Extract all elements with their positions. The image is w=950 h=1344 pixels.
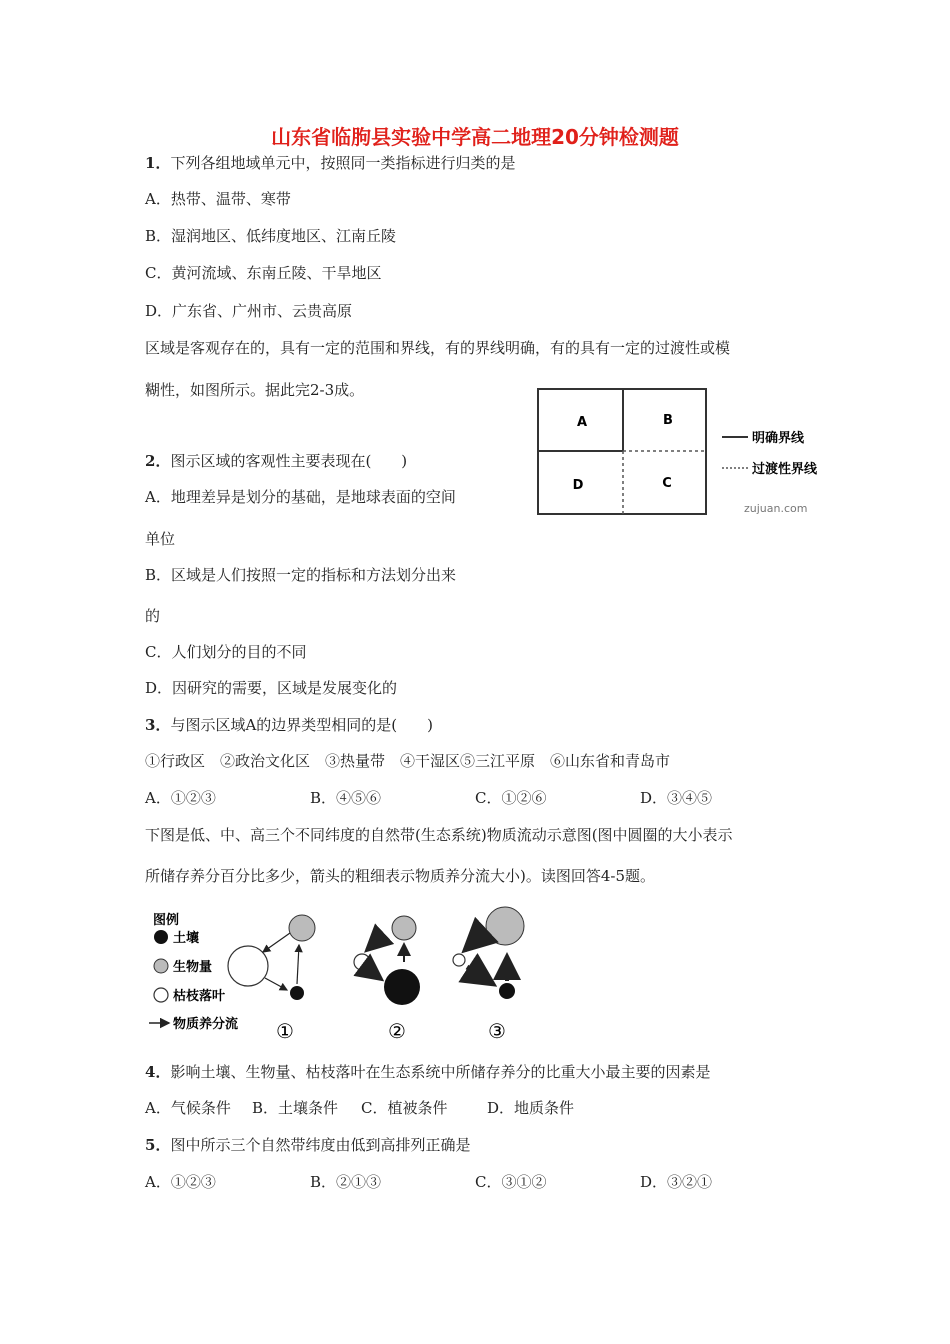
passage-line: 下图是低、中、高三个不同纬度的自然带(生态系统)物质流动示意图(图中圆圈的大小表示 bbox=[145, 826, 733, 844]
option-c: C．植被条件 bbox=[361, 1099, 448, 1117]
region-a-label: A bbox=[576, 415, 588, 430]
option-c: C．③①② bbox=[475, 1173, 547, 1191]
option-c: C．①②⑥ bbox=[475, 789, 547, 807]
region-boundary-figure bbox=[530, 382, 840, 522]
question-stem: 图中所示三个自然带纬度由低到高排列正确是 bbox=[170, 1136, 471, 1154]
nutrient-flow-figure bbox=[145, 900, 530, 1045]
option-a-cont: 单位 bbox=[145, 530, 176, 548]
option-b: B．土壤条件 bbox=[252, 1099, 339, 1117]
option-a: A．①②③ bbox=[145, 789, 216, 807]
item-list: ①行政区 ②政治文化区 ③热量带 ④干湿区⑤三江平原 ⑥山东省和青岛市 bbox=[145, 752, 671, 770]
option-a: A．①②③ bbox=[145, 1173, 216, 1191]
option-a: A．热带、温带、寒带 bbox=[145, 190, 291, 208]
option-d: D．③④⑤ bbox=[640, 789, 713, 807]
question-number: 3 bbox=[145, 716, 156, 734]
diagram-label-3: ③ bbox=[488, 1019, 506, 1043]
region-d-label: D bbox=[572, 478, 584, 493]
question-stem: 图示区域的客观性主要表现在( ) bbox=[170, 452, 408, 470]
document-title: 山东省临朐县实验中学高二地理20分钟检测题 bbox=[271, 125, 679, 149]
question-stem: 影响土壤、生物量、枯枝落叶在生态系统中所储存养分的比重大小最主要的因素是 bbox=[170, 1063, 711, 1081]
option-b: B．湿润地区、低纬度地区、江南丘陵 bbox=[145, 227, 397, 245]
question-number: 4 bbox=[145, 1063, 156, 1081]
question-number: 5 bbox=[145, 1136, 156, 1154]
option-d: D．因研究的需要，区域是发展变化的 bbox=[145, 679, 398, 697]
option-d: D．③②① bbox=[640, 1173, 713, 1191]
legend-clear-boundary: 明确界线 bbox=[752, 431, 805, 446]
option-d: D．广东省、广州市、云贵高原 bbox=[145, 302, 353, 320]
diagram-label-1: ① bbox=[276, 1019, 294, 1043]
passage-line: 糊性，如图所示。据此完2-3成。 bbox=[145, 381, 365, 399]
question-stem: 下列各组地域单元中，按照同一类指标进行归类的是 bbox=[170, 154, 516, 172]
passage-line: 区域是客观存在的，具有一定的范围和界线，有的界线明确，有的具有一定的过渡性或模 bbox=[145, 339, 731, 357]
watermark: zujuan.com bbox=[744, 502, 808, 515]
option-c: C．人们划分的目的不同 bbox=[145, 643, 307, 661]
legend-litter: 枯枝落叶 bbox=[173, 989, 226, 1004]
question-2: 2．图示区域的客观性主要表现在( ) bbox=[145, 452, 408, 470]
option-b-cont: 的 bbox=[145, 607, 161, 625]
legend-transition-boundary: 过渡性界线 bbox=[752, 462, 818, 477]
soil-icon bbox=[154, 930, 168, 944]
region-c-label: C bbox=[662, 476, 672, 491]
option-c: C．黄河流域、东南丘陵、干旱地区 bbox=[145, 264, 382, 282]
biomass-icon bbox=[154, 959, 168, 973]
diagram-label-2: ② bbox=[388, 1019, 406, 1043]
litter-icon bbox=[154, 988, 168, 1002]
passage-line: 所储存养分百分比多少，箭头的粗细表示物质养分流大小)。读图回答4-5题。 bbox=[145, 867, 656, 885]
question-3: 3．与图示区域A的边界类型相同的是( ) bbox=[145, 716, 433, 734]
option-d: D．地质条件 bbox=[487, 1099, 575, 1117]
region-b-label: B bbox=[663, 413, 673, 428]
option-a: A．气候条件 bbox=[145, 1099, 231, 1117]
legend-title: 图例 bbox=[153, 913, 180, 928]
question-5: 5．图中所示三个自然带纬度由低到高排列正确是 bbox=[145, 1136, 471, 1154]
question-1: 1．下列各组地域单元中，按照同一类指标进行归类的是 bbox=[145, 154, 516, 172]
question-number: 1 bbox=[145, 154, 156, 172]
option-b: B．④⑤⑥ bbox=[310, 789, 382, 807]
legend-soil: 土壤 bbox=[173, 931, 200, 946]
legend-flow: 物质养分流 bbox=[173, 1017, 239, 1032]
option-a: A．地理差异是划分的基础，是地球表面的空间 bbox=[145, 488, 456, 506]
option-b: B．②①③ bbox=[310, 1173, 382, 1191]
question-4: 4．影响土壤、生物量、枯枝落叶在生态系统中所储存养分的比重大小最主要的因素是 bbox=[145, 1063, 711, 1081]
question-number: 2 bbox=[145, 452, 156, 470]
option-b: B．区域是人们按照一定的指标和方法划分出来 bbox=[145, 566, 457, 584]
legend-biomass: 生物量 bbox=[173, 960, 213, 975]
question-stem: 与图示区域A的边界类型相同的是( ) bbox=[170, 716, 433, 734]
